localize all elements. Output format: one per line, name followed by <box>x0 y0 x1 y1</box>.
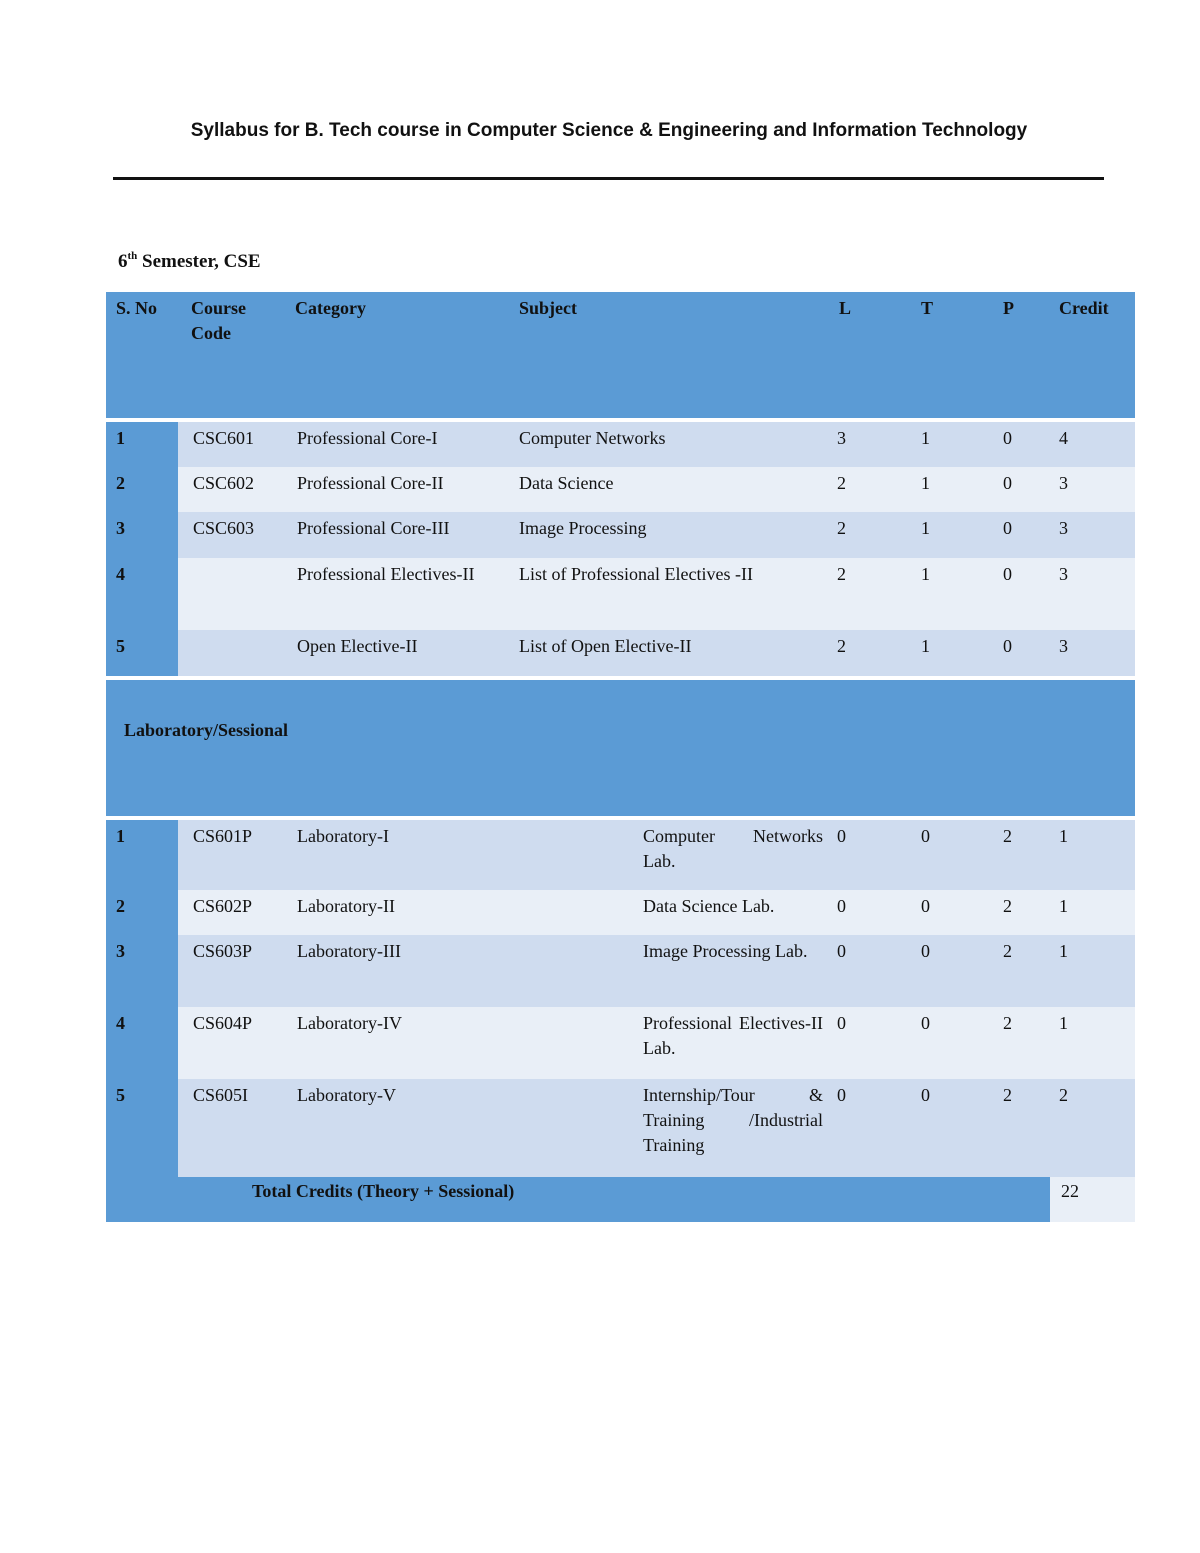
row-sno: 2 <box>106 890 178 935</box>
row-category: Laboratory-IV <box>297 1013 402 1033</box>
total-credits-label: Total Credits (Theory + Sessional) <box>252 1181 515 1201</box>
row-subject: List of Professional Electives -II <box>519 564 753 584</box>
col-header-category: Category <box>295 298 366 318</box>
row-credit: 1 <box>1059 1013 1068 1033</box>
row-course-code: CS602P <box>193 896 253 916</box>
table-row <box>106 1079 1135 1177</box>
row-p: 2 <box>1003 941 1012 961</box>
total-row <box>106 1177 1135 1222</box>
row-t: 0 <box>921 1013 930 1033</box>
table-row <box>106 630 1135 676</box>
row-course-code: CSC602 <box>193 473 255 493</box>
semester-heading <box>118 250 261 273</box>
row-course-code: CS604P <box>193 1013 253 1033</box>
row-credit: 3 <box>1059 518 1068 538</box>
row-course-code <box>184 630 286 676</box>
row-credit: 4 <box>1059 428 1068 448</box>
row-category: Laboratory-II <box>297 896 395 916</box>
row-sno: 3 <box>106 512 178 558</box>
row-l: 2 <box>837 518 846 538</box>
col-header-subject: Subject <box>519 298 577 318</box>
row-course-code: CS601P <box>193 826 253 846</box>
table-row <box>106 890 1135 935</box>
row-course-code: CS605I <box>193 1085 249 1105</box>
semester-label: Semester, CSE <box>137 251 261 272</box>
table-row <box>106 820 1135 890</box>
row-t: 1 <box>921 636 930 656</box>
row-sno: 1 <box>106 422 178 467</box>
semester-number: 6 <box>118 251 128 272</box>
document-title: Syllabus for B. Tech course in Computer Science & Engineering and Information Technology <box>190 120 1028 141</box>
col-header-sno: S. No <box>116 298 158 318</box>
row-category: Professional Core-I <box>297 428 438 448</box>
row-sno: 4 <box>106 1007 178 1079</box>
row-t: 0 <box>921 941 930 961</box>
lab-section-title: Laboratory/Sessional <box>124 720 289 740</box>
col-header-credit: Credit <box>1059 298 1109 318</box>
row-sno: 3 <box>106 935 178 1007</box>
row-l: 0 <box>837 896 846 916</box>
row-sno: 1 <box>106 820 178 890</box>
row-p: 0 <box>1003 636 1012 656</box>
row-l: 2 <box>837 473 846 493</box>
row-course-code: CSC603 <box>193 518 255 538</box>
row-p: 2 <box>1003 1013 1012 1033</box>
row-sno: 5 <box>106 1079 178 1177</box>
table-row <box>106 467 1135 512</box>
row-p: 2 <box>1003 826 1012 846</box>
row-category: Professional Core-III <box>297 518 450 538</box>
row-subject: Image Processing Lab. <box>643 941 808 961</box>
title-divider <box>113 177 1104 180</box>
row-p: 0 <box>1003 518 1012 538</box>
table-row <box>106 1007 1135 1079</box>
row-credit: 3 <box>1059 473 1068 493</box>
row-course-code: CSC601 <box>193 428 255 448</box>
table-row <box>106 558 1135 630</box>
table-row <box>106 512 1135 558</box>
row-subject: List of Open Elective-II <box>519 636 692 656</box>
row-l: 0 <box>837 1013 846 1033</box>
col-header-t: T <box>921 298 934 318</box>
row-subject: Data Science <box>519 473 614 493</box>
row-l: 2 <box>837 636 846 656</box>
row-credit: 1 <box>1059 941 1068 961</box>
row-sno: 2 <box>106 467 178 512</box>
row-l: 3 <box>837 428 846 448</box>
row-t: 0 <box>921 896 930 916</box>
semester-suffix: th <box>127 250 138 262</box>
row-t: 1 <box>921 428 930 448</box>
row-category: Professional Electives-II <box>297 564 475 584</box>
row-sno: 5 <box>106 630 178 676</box>
row-subject: Data Science Lab. <box>643 896 775 916</box>
row-t: 0 <box>921 1085 930 1105</box>
col-header-p: P <box>1003 298 1014 318</box>
row-category: Open Elective-II <box>297 636 418 656</box>
row-l: 0 <box>837 826 846 846</box>
row-t: 1 <box>921 473 930 493</box>
total-credits-value: 22 <box>1050 1177 1135 1222</box>
table-header-row <box>106 292 1135 418</box>
row-t: 1 <box>921 564 930 584</box>
row-p: 2 <box>1003 1085 1012 1105</box>
row-p: 2 <box>1003 896 1012 916</box>
row-credit: 3 <box>1059 564 1068 584</box>
row-credit: 1 <box>1059 826 1068 846</box>
row-course-code <box>184 558 286 630</box>
row-l: 0 <box>837 1085 846 1105</box>
row-course-code: CS603P <box>193 941 253 961</box>
col-header-course-code: Course Code <box>191 298 246 343</box>
row-category: Professional Core-II <box>297 473 444 493</box>
syllabus-table <box>106 292 1135 1222</box>
row-credit: 3 <box>1059 636 1068 656</box>
row-category: Laboratory-V <box>297 1085 396 1105</box>
table-row <box>106 935 1135 1007</box>
row-l: 2 <box>837 564 846 584</box>
row-credit: 1 <box>1059 896 1068 916</box>
row-subject: Computer Networks <box>519 428 666 448</box>
row-p: 0 <box>1003 428 1012 448</box>
row-category: Laboratory-III <box>297 941 401 961</box>
lab-section-header <box>106 680 1135 816</box>
row-subject: Image Processing <box>519 518 647 538</box>
row-t: 1 <box>921 518 930 538</box>
table-row <box>106 422 1135 467</box>
row-subject: Professional Electives-II Lab. <box>643 1013 823 1058</box>
row-subject: Internship/Tour & Training /Industrial Training <box>643 1085 823 1155</box>
row-p: 0 <box>1003 564 1012 584</box>
col-header-l: L <box>839 298 852 318</box>
row-sno: 4 <box>106 558 178 630</box>
row-p: 0 <box>1003 473 1012 493</box>
row-l: 0 <box>837 941 846 961</box>
row-category: Laboratory-I <box>297 826 389 846</box>
row-subject: Computer Networks Lab. <box>643 826 823 871</box>
row-t: 0 <box>921 826 930 846</box>
row-credit: 2 <box>1059 1085 1068 1105</box>
